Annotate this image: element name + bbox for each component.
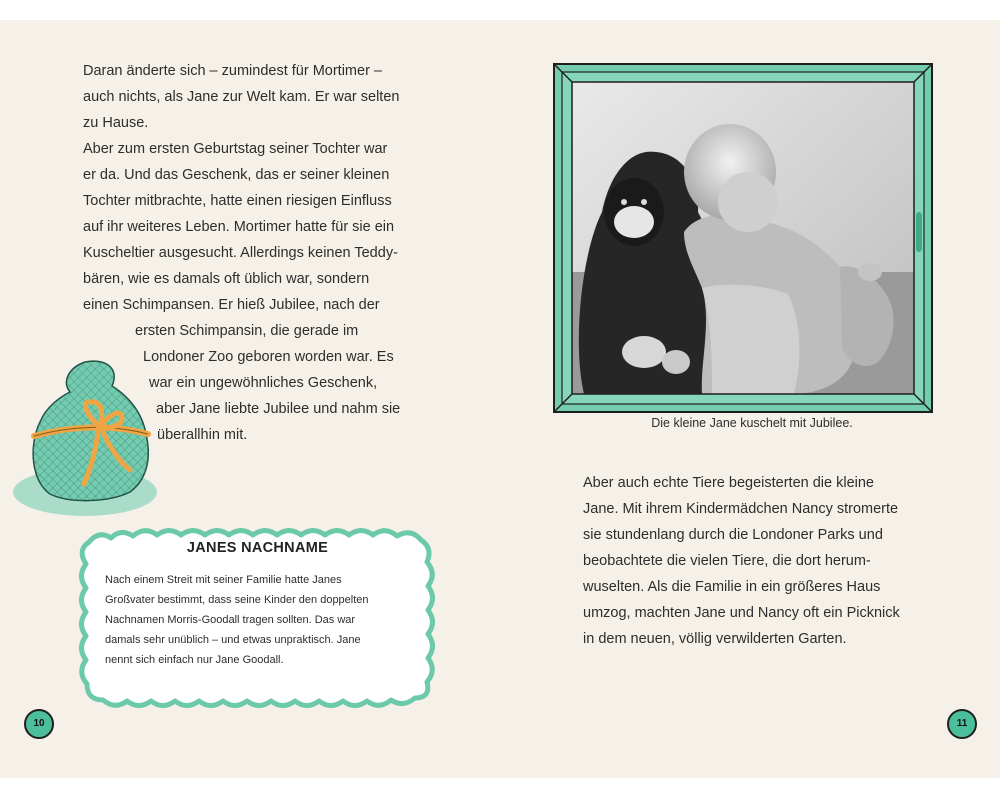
text-line: Nach einem Streit mit seiner Familie hatte Janes (105, 574, 342, 586)
text-line: einen Schimpansen. Er hieß Jubilee, nach der (83, 297, 380, 313)
text-line: Aber auch echte Tiere begeisterten die kleine (583, 475, 874, 491)
right-page-paragraph (583, 470, 900, 652)
text-line: Jane. Mit ihrem Kindermädchen Nancy stromerte (583, 501, 899, 517)
text-line: in dem neuen, völlig verwilderten Garten. (583, 631, 847, 647)
text-line: wuselten. Als die Familie in ein größeres Haus (583, 579, 881, 595)
text-line: beobachtete die vielen Tiere, die dort herum- (583, 553, 871, 569)
text-line: überallhin mit. (157, 427, 248, 443)
text-line: Kuscheltier ausgesucht. Allerdings keinen Teddy- (83, 245, 398, 261)
text-line: ersten Schimpansin, die gerade im (135, 323, 359, 339)
photo-caption: Die kleine Jane kuschelt mit Jubilee. (651, 416, 853, 430)
text-line: bären, wie es damals oft üblich war, sondern (83, 271, 370, 287)
photo-jane-with-jubilee (572, 82, 914, 394)
text-line: sie stundenlang durch die Londoner Parks und (583, 527, 883, 543)
text-line: Londoner Zoo geboren worden war. Es (143, 349, 394, 365)
info-box-text (105, 570, 369, 670)
photo-frame (552, 62, 934, 414)
gift-bag-icon (10, 352, 160, 520)
text-line: zu Hause. (83, 115, 149, 131)
text-line: Tochter mitbrachte, hatte einen riesigen Einfluss (83, 193, 392, 209)
page-number-left: 10 (24, 709, 54, 739)
text-line: umzog, machten Jane und Nancy oft ein Picknick (583, 605, 900, 621)
text-line: nennt sich einfach nur Jane Goodall. (105, 654, 284, 666)
text-line: Nachnamen Morris-Goodall tragen sollten. Das war (105, 614, 356, 626)
text-line: auch nichts, als Jane zur Welt kam. Er war selten (83, 89, 400, 105)
text-line: er da. Und das Geschenk, das er seiner kleinen (83, 167, 390, 183)
text-line: auf ihr weiteres Leben. Mortimer hatte für sie ein (83, 219, 395, 235)
page-number-right: 11 (947, 709, 977, 739)
text-line: Aber zum ersten Geburtstag seiner Tochter war (83, 141, 388, 157)
text-line: aber Jane liebte Jubilee und nahm sie (156, 401, 401, 417)
text-line: war ein ungewöhnliches Geschenk, (149, 375, 378, 391)
info-box-title: JANES NACHNAME (186, 540, 329, 556)
text-line: Großvater bestimmt, dass seine Kinder den doppelten (105, 594, 369, 606)
text-line: Daran änderte sich – zumindest für Mortimer – (83, 63, 382, 79)
text-line: damals sehr unüblich – und etwas unpraktisch. Jane (105, 634, 361, 646)
